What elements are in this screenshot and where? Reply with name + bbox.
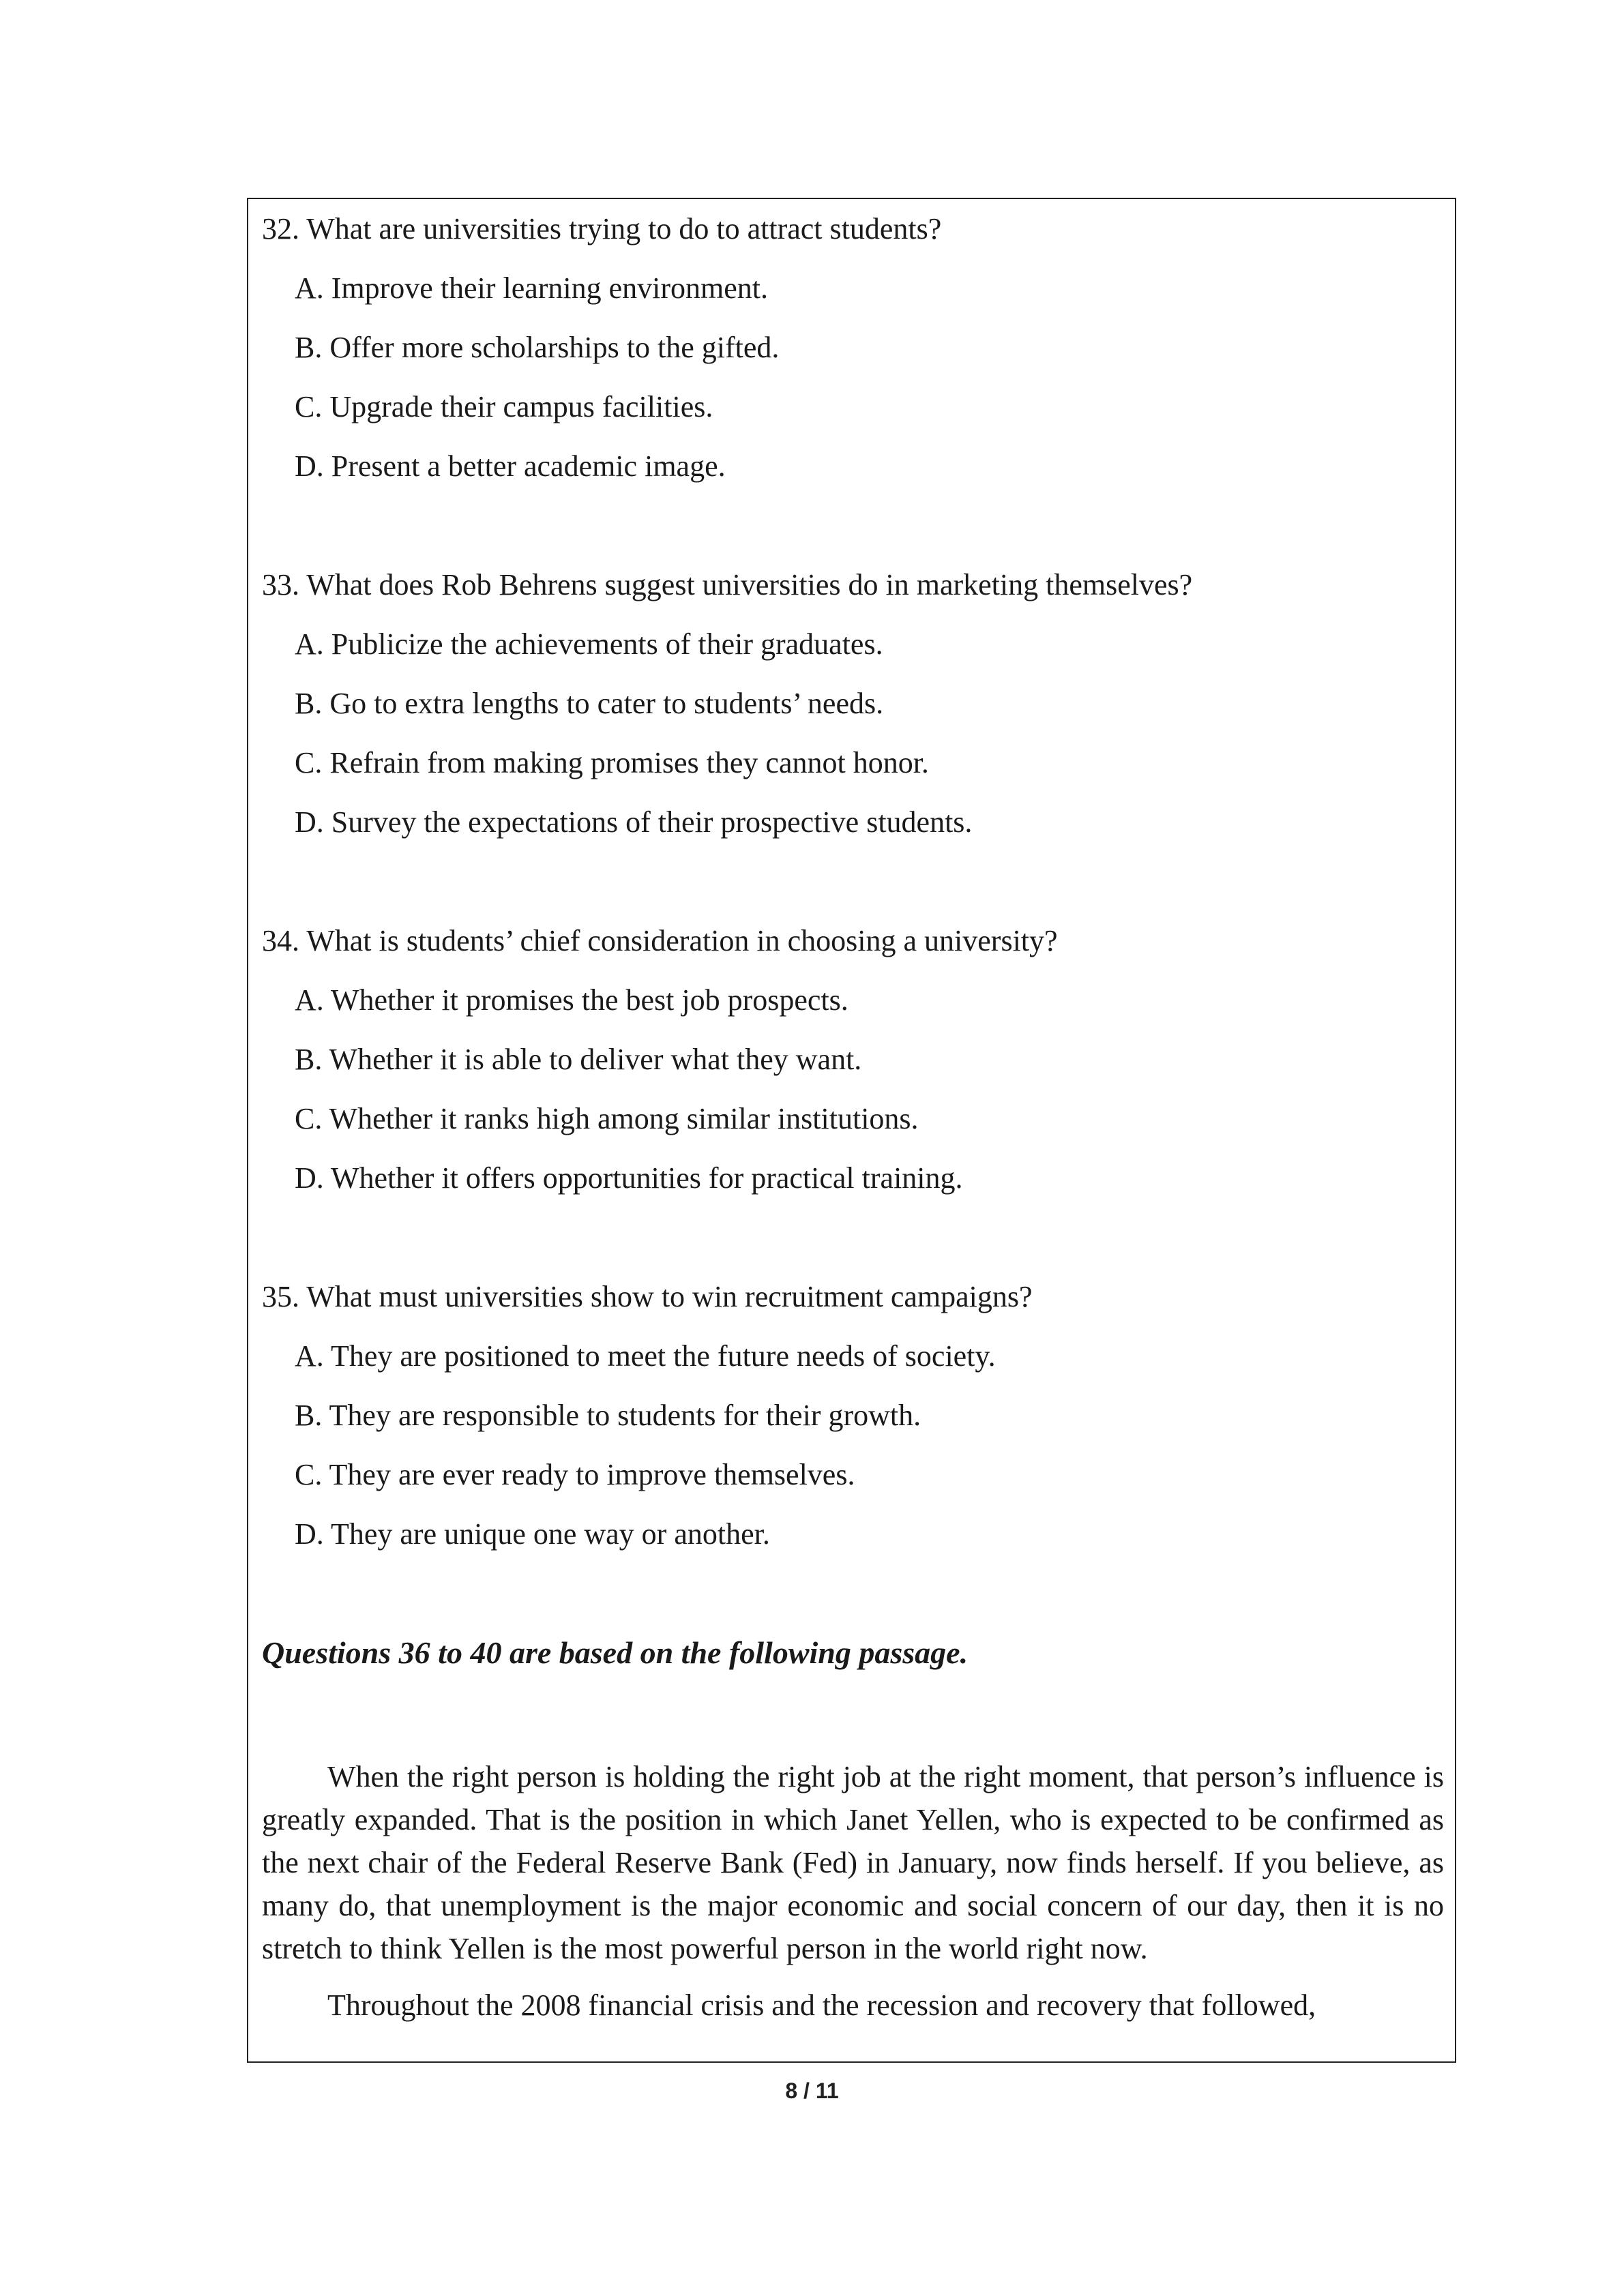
spacer	[262, 1682, 1444, 1742]
question-32-option-c: C. Upgrade their campus facilities.	[295, 390, 713, 423]
question-34-stem: 34. What is students’ chief consideration in choosing a university?	[262, 924, 1058, 957]
exam-content	[262, 199, 1444, 2027]
passage-paragraph-2: Throughout the 2008 financial crisis and the recession and recovery that followed,	[327, 1988, 1316, 2022]
question-32-option-b: B. Offer more scholarships to the gifted.	[295, 331, 780, 364]
question-32-option-a: A. Improve their learning environment.	[295, 271, 769, 305]
question-32-stem: 32. What are universities trying to do to attract students?	[262, 212, 942, 245]
question-33-option-a: A. Publicize the achievements of their graduates.	[295, 627, 883, 661]
question-33-option-b: B. Go to extra lengths to cater to students’ needs.	[295, 687, 884, 720]
spacer	[262, 852, 1444, 911]
spacer	[262, 1208, 1444, 1267]
spacer	[262, 1564, 1444, 1623]
question-32-option-d: D. Present a better academic image.	[295, 449, 726, 483]
section-heading: Questions 36 to 40 are based on the following passage.	[262, 1635, 969, 1670]
question-35-option-b: B. They are responsible to students for their growth.	[295, 1399, 921, 1432]
spacer	[262, 496, 1444, 555]
passage-paragraph-1: When the right person is holding the right job at the right moment, that person’s influence is greatly expanded. That is the position in which Janet Yellen, who is expected to be confirmed as the next chair of the Federal Reserve Bank (Fed) in January, now finds herself. If you believe, as many do, that unemployment is the major economic and social concern of our day, then it is no stretch to think Yellen is the most powerful person in the world right now.	[262, 1760, 1444, 1965]
question-34-option-b: B. Whether it is able to deliver what they want.	[295, 1043, 862, 1076]
question-33-stem: 33. What does Rob Behrens suggest universities do in marketing themselves?	[262, 568, 1193, 601]
exam-content-box	[247, 198, 1456, 2063]
question-34-option-c: C. Whether it ranks high among similar institutions.	[295, 1102, 919, 1135]
question-33-option-c: C. Refrain from making promises they cannot honor.	[295, 746, 929, 779]
question-35-stem: 35. What must universities show to win recruitment campaigns?	[262, 1280, 1033, 1313]
question-34-option-d: D. Whether it offers opportunities for practical training.	[295, 1161, 963, 1195]
question-35-option-c: C. They are ever ready to improve themselves.	[295, 1458, 855, 1491]
question-35-option-d: D. They are unique one way or another.	[295, 1517, 770, 1551]
page-number: 8 / 11	[785, 2078, 839, 2103]
question-34-option-a: A. Whether it promises the best job prospects.	[295, 983, 848, 1017]
question-33-option-d: D. Survey the expectations of their prospective students.	[295, 805, 973, 839]
question-35-option-a: A. They are positioned to meet the future needs of society.	[295, 1339, 996, 1373]
